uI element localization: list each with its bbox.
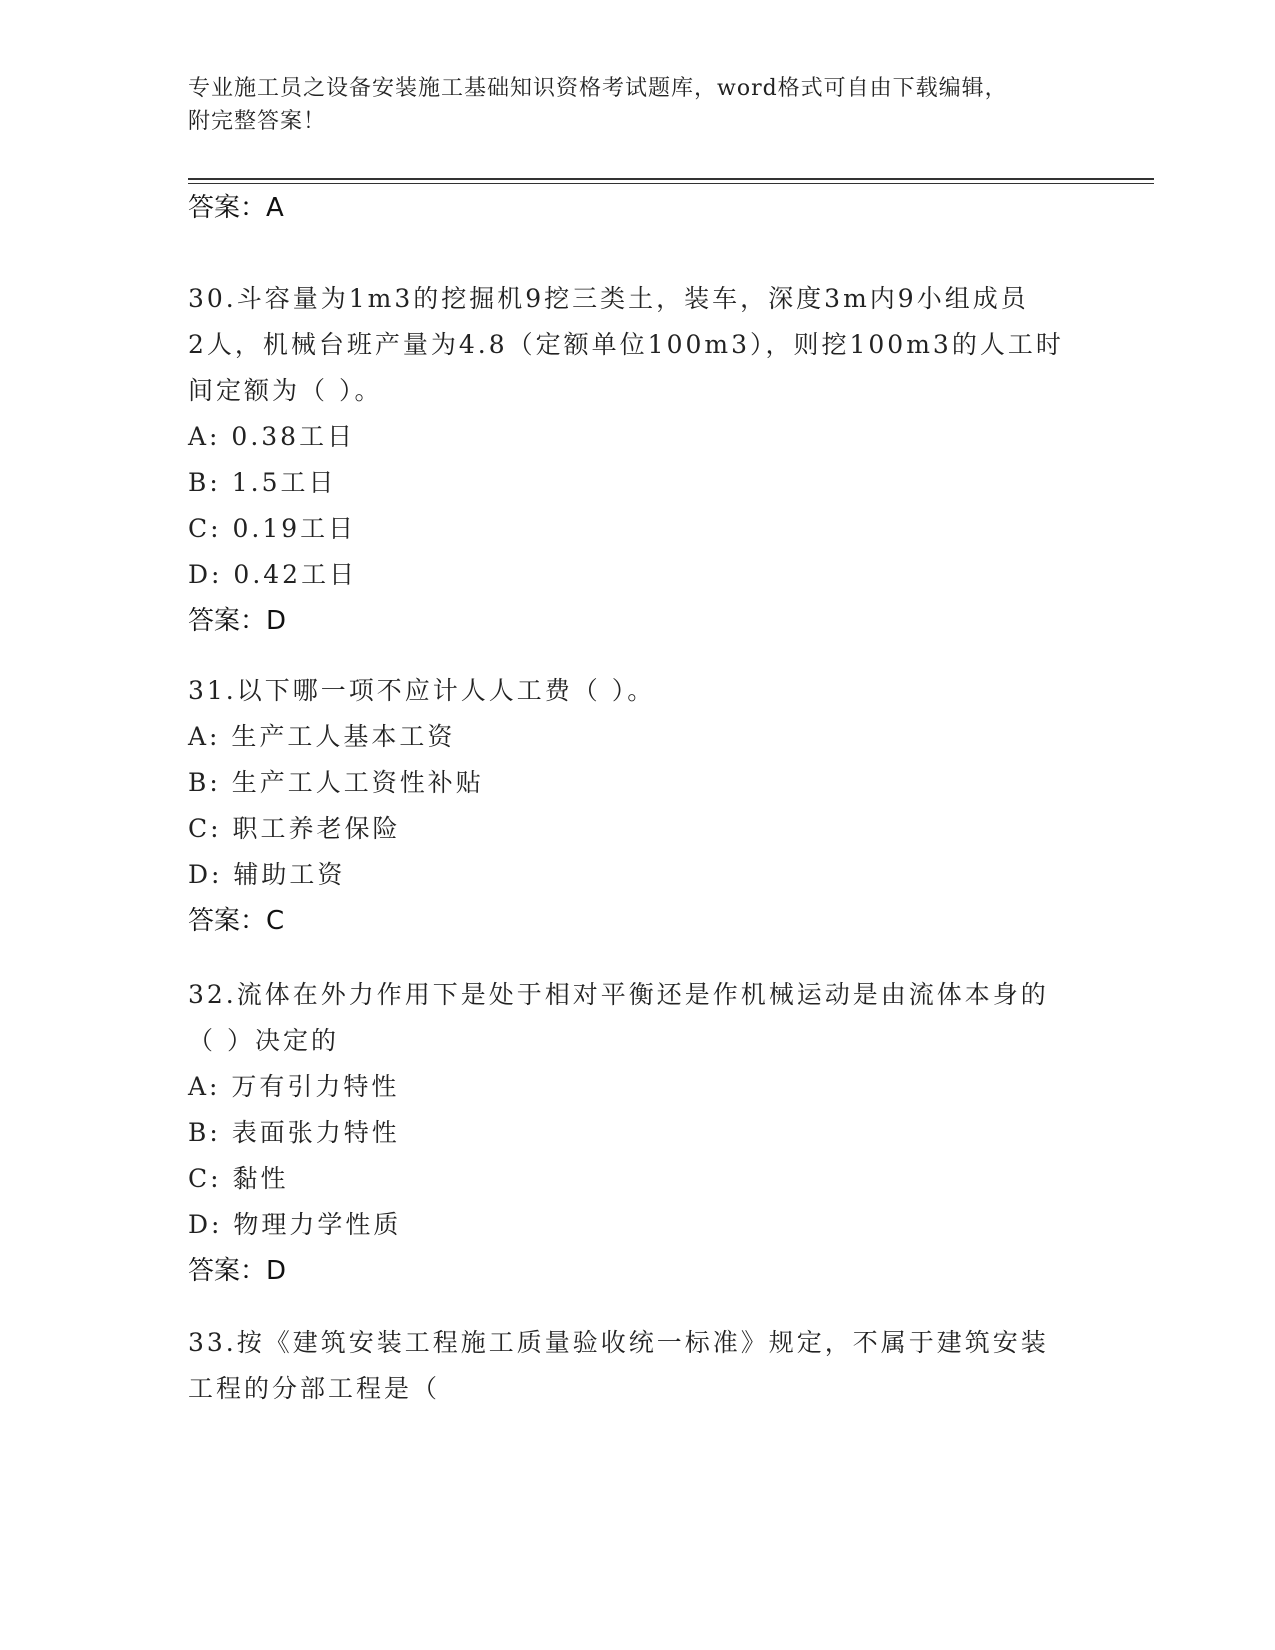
question-32	[188, 972, 1088, 1294]
document-header	[188, 72, 1068, 138]
option-a: A: 万有引力特性	[188, 1072, 400, 1101]
option-d: D: 物理力学性质	[188, 1210, 402, 1239]
option-b: B: 生产工人工资性补贴	[188, 768, 484, 797]
question-stem-line: 30.斗容量为1m3的挖掘机9挖三类土，装车，深度3m内9小组成员	[188, 284, 1029, 313]
option-c: C: 黏性	[188, 1164, 289, 1193]
question-stem-line: 2人，机械台班产量为4.8（定额单位100m3），则挖100m3的人工时	[188, 330, 1064, 359]
question-stem-line: （ ）决定的	[188, 1026, 339, 1055]
answer-line: 答案：D	[188, 606, 287, 636]
option-a: A: 生产工人基本工资	[188, 722, 456, 751]
answer-line: 答案：C	[188, 906, 285, 936]
question-31	[188, 668, 1088, 944]
option-c: C: 0.19工日	[188, 514, 357, 543]
header-divider-thin	[188, 183, 1154, 184]
previous-answer: 答案：A	[188, 193, 284, 223]
header-line-2: 附完整答案！	[188, 109, 327, 134]
question-33	[188, 1320, 1088, 1412]
question-stem-line: 32.流体在外力作用下是处于相对平衡还是作机械运动是由流体本身的	[188, 980, 1049, 1009]
option-d: D: 0.42工日	[188, 560, 358, 589]
option-d: D: 辅助工资	[188, 860, 346, 889]
header-divider-thick	[188, 178, 1154, 180]
question-stem-line: 33.按《建筑安装工程施工质量验收统一标准》规定，不属于建筑安装	[188, 1328, 1049, 1357]
question-30	[188, 276, 1088, 644]
question-stem-line: 工程的分部工程是（	[188, 1374, 441, 1403]
header-line-1: 专业施工员之设备安装施工基础知识资格考试题库，word格式可自由下载编辑，	[188, 76, 1008, 101]
option-c: C: 职工养老保险	[188, 814, 401, 843]
option-b: B: 1.5工日	[188, 468, 337, 497]
question-stem-line: 31.以下哪一项不应计人人工费（ ）。	[188, 676, 656, 705]
option-b: B: 表面张力特性	[188, 1118, 400, 1147]
option-a: A: 0.38工日	[188, 422, 356, 451]
answer-line: 答案：D	[188, 1256, 287, 1286]
question-stem-line: 间定额为（ ）。	[188, 376, 383, 405]
